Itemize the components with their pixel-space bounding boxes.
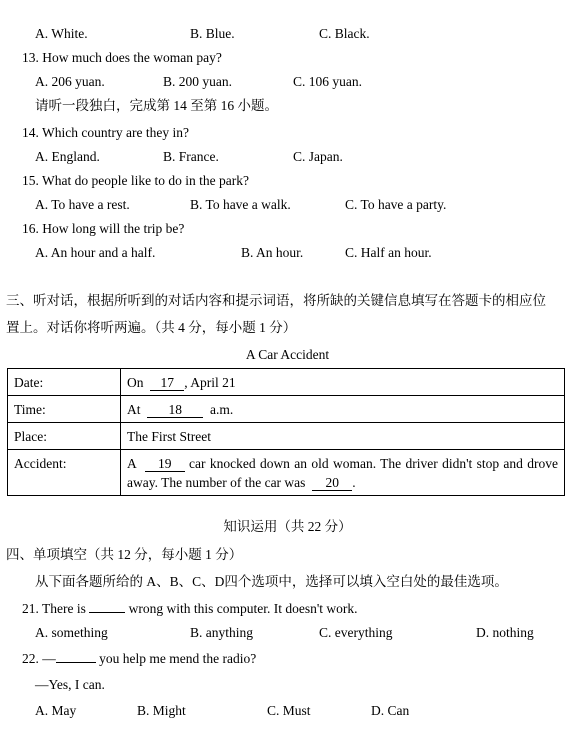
value-text: A	[127, 456, 141, 471]
option-13-a: A. 206 yuan.	[35, 74, 105, 89]
value-text: On	[127, 375, 147, 390]
table-row-time	[8, 396, 565, 423]
fill-blank	[89, 602, 125, 613]
value-text: a.m.	[206, 402, 234, 417]
section-3-instruction-line1: 三、听对话，根据所听到的对话内容和提示词语，将所缺的关键信息填写在答题卡的相应位	[6, 293, 546, 308]
question-text: wrong with this computer. It doesn't work.	[125, 601, 358, 616]
option-14-c: C. Japan.	[293, 149, 343, 164]
value-text: , April 21	[184, 375, 236, 390]
section-3-instruction-line2: 置上。对话你将听两遍。（共 4 分，每小题 1 分）	[6, 320, 297, 335]
option-21-c: C. everything	[319, 625, 393, 640]
option-22-a: A. May	[35, 703, 77, 718]
table-row-accident	[8, 450, 565, 496]
option-15-b: B. To have a walk.	[190, 197, 291, 212]
question-15: 15. What do people like to do in the park?	[22, 173, 249, 188]
option-13-b: B. 200 yuan.	[163, 74, 232, 89]
answer-blank: 19	[145, 457, 185, 472]
row-key: Time:	[8, 396, 121, 423]
table-row-date	[8, 369, 565, 396]
row-key: Place:	[8, 423, 121, 450]
option-21-b: B. anything	[190, 625, 253, 640]
option-14-a: A. England.	[35, 149, 100, 164]
section-4-instruction: 从下面各题所给的 A、B、C、D四个选项中，选择可以填入空白处的最佳选项。	[35, 574, 508, 589]
value-text: At	[127, 402, 144, 417]
answer-blank: 18	[147, 403, 203, 418]
row-value	[121, 369, 565, 396]
option-12-b: B. Blue.	[190, 26, 235, 41]
question-text: you help me mend the radio?	[95, 651, 257, 666]
question-text: 22. —	[22, 651, 56, 666]
table-title: A Car Accident	[245, 347, 330, 362]
option-16-b: B. An hour.	[241, 245, 304, 260]
option-21-d: D. nothing	[476, 625, 534, 640]
row-key: Accident:	[8, 450, 121, 496]
monologue-instruction: 请听一段独白，完成第 14 至第 16 小题。	[35, 98, 278, 113]
row-value	[121, 450, 565, 496]
question-22-reply: —Yes, I can.	[35, 677, 105, 692]
option-15-a: A. To have a rest.	[35, 197, 130, 212]
option-16-a: A. An hour and a half.	[35, 245, 156, 260]
fill-blank	[56, 652, 96, 663]
option-16-c: C. Half an hour.	[345, 245, 432, 260]
question-21	[22, 602, 358, 616]
question-13: 13. How much does the woman pay?	[22, 50, 222, 65]
option-22-d: D. Can	[371, 703, 410, 718]
option-22-c: C. Must	[267, 703, 311, 718]
question-16: 16. How long will the trip be?	[22, 221, 185, 236]
row-key: Date:	[8, 369, 121, 396]
option-22-b: B. Might	[137, 703, 186, 718]
row-value	[121, 396, 565, 423]
answer-blank: 17	[150, 376, 184, 391]
question-text: 21. There is	[22, 601, 90, 616]
option-13-c: C. 106 yuan.	[293, 74, 362, 89]
table-row-place	[8, 423, 565, 450]
option-15-c: C. To have a party.	[345, 197, 447, 212]
option-12-c: C. Black.	[319, 26, 370, 41]
option-14-b: B. France.	[163, 149, 219, 164]
knowledge-heading: 知识运用（共 22 分）	[223, 519, 352, 534]
section-4-title: 四、单项填空（共 12 分，每小题 1 分）	[6, 547, 243, 562]
option-21-a: A. something	[35, 625, 108, 640]
value-text: .	[352, 475, 356, 490]
option-12-a: A. White.	[35, 26, 88, 41]
question-22	[22, 652, 256, 666]
question-14: 14. Which country are they in?	[22, 125, 189, 140]
info-table	[7, 368, 565, 496]
answer-blank: 20	[312, 476, 352, 491]
value-text: car knocked down an old woman. The driver didn't stop and drove away. The number of the car was	[127, 456, 559, 490]
row-value: The First Street	[121, 423, 565, 450]
